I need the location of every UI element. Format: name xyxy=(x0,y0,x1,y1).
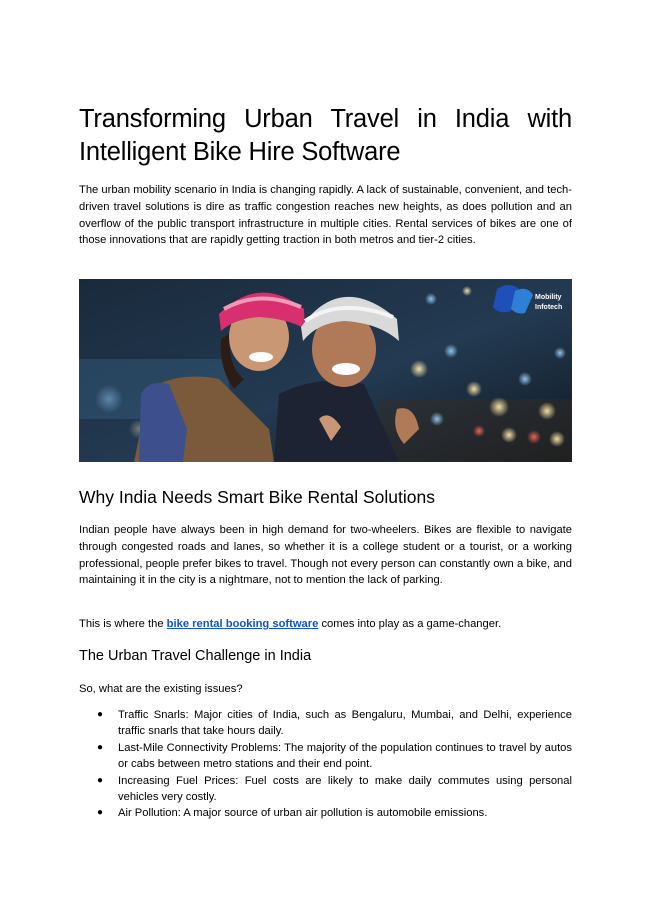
issues-list xyxy=(79,707,572,822)
why-paragraph: Indian people have always been in high demand for two-wheelers. Bikes are flexible to navigate through congested roads and lanes, so whether it is a college student or a tourist, or a working professional, people prefer bikes to travel. Though not every person can constantly own a bike, and maintaining it in the city is a nightmare, not to mention the lack of parking. xyxy=(79,524,572,587)
page-title: Transforming Urban Travel in India with Intelligent Bike Hire Software xyxy=(79,105,572,166)
bullet-icon: ● xyxy=(97,741,104,753)
list-item-text: Traffic Snarls: Major cities of India, such as Bengaluru, Mumbai, and Delhi, experience traffic snarls that take hours daily. xyxy=(118,709,572,738)
bullet-icon: ● xyxy=(97,774,104,786)
list-item xyxy=(79,773,572,805)
logo-text-line2: Infotech xyxy=(535,304,563,311)
logo-text-line1: Mobility xyxy=(535,294,562,301)
list-item xyxy=(79,707,572,739)
link-prefix-text: This is where the xyxy=(79,618,167,630)
link-paragraph xyxy=(79,616,572,633)
bullet-icon: ● xyxy=(97,709,104,720)
hero-photo-illustration xyxy=(79,279,572,462)
bullet-icon: ● xyxy=(97,807,104,819)
list-item xyxy=(79,805,572,821)
question-paragraph: So, what are the existing issues? xyxy=(79,683,243,695)
list-item-text: Air Pollution: A major source of urban air pollution is automobile emissions. xyxy=(118,807,488,820)
list-item xyxy=(79,740,572,772)
section-heading-challenge: The Urban Travel Challenge in India xyxy=(79,648,312,664)
intro-paragraph: The urban mobility scenario in India is changing rapidly. A lack of sustainable, convenient, and tech-driven travel solutions is dire as traffic congestion reaches new heights, as does pollution and an overflow of the public transport infrastructure in multiple cities. Rental services of bikes are one of those innovations that are rapidly getting traction in both metros and tier-2 cities. xyxy=(79,184,572,247)
section-heading-why: Why India Needs Smart Bike Rental Solutions xyxy=(79,487,435,507)
bike-rental-software-link[interactable]: bike rental booking software xyxy=(166,618,319,630)
hero-image xyxy=(79,279,572,462)
link-suffix-text: comes into play as a game-changer. xyxy=(318,618,502,630)
list-item-text: Last-Mile Connectivity Problems: The majority of the population continues to travel by autos or cabs between metro stations and their end point. xyxy=(118,741,572,770)
list-item-text: Increasing Fuel Prices: Fuel costs are likely to make daily commutes using personal vehicles very costly. xyxy=(118,774,572,803)
